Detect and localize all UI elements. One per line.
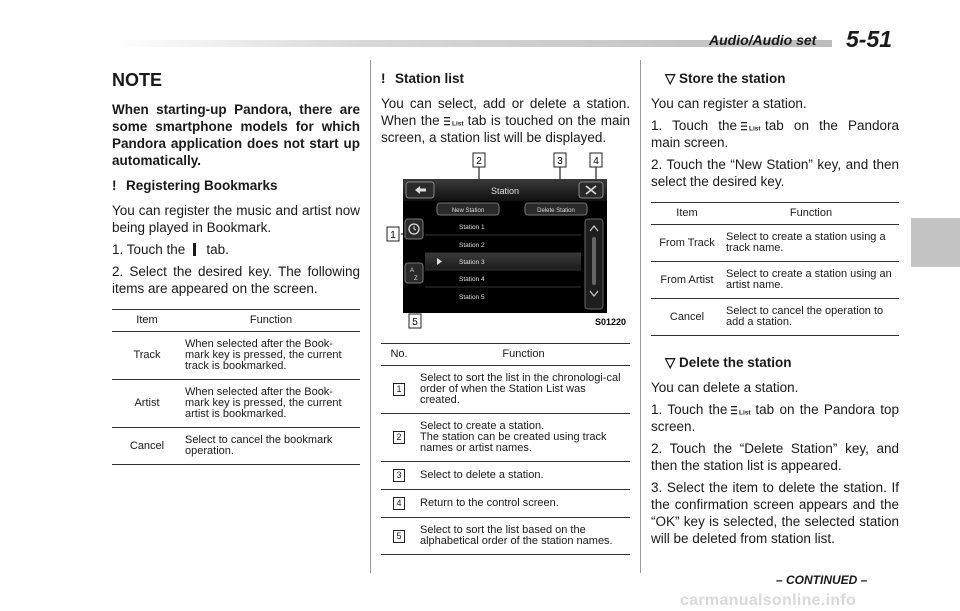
- column-middle: [381, 70, 630, 555]
- bookmarks-step-2: 2. Select the desired key. The following items are appeared on the screen.: [112, 264, 360, 296]
- station-item: Station 1: [459, 224, 485, 231]
- station-list-heading: ! Station list: [381, 71, 465, 86]
- station-list-intro: You can select, add or delete a station. When the List tab is touched on the main screen, a station list will be displayed.: [381, 96, 630, 145]
- bullet-marker: ▽: [665, 71, 676, 86]
- bookmark-items-table: [112, 309, 360, 465]
- table-row: 1 Select to sort the list in the chronologi-cal order of when the Station List was created.: [381, 366, 630, 414]
- bookmarks-intro: You can register the music and artist now being played in Bookmark.: [112, 203, 360, 235]
- bullet-marker: !: [112, 178, 117, 193]
- station-item: Station 5: [459, 294, 485, 301]
- svg-text:List: List: [739, 409, 751, 416]
- list-icon: [444, 116, 464, 127]
- station-list-screen-figure: [381, 151, 630, 331]
- column-divider: [640, 60, 641, 573]
- station-list-functions-table: [381, 343, 630, 555]
- new-station-key: New Station: [451, 208, 485, 214]
- callout-label: 5: [412, 317, 418, 328]
- screen-title: Station: [490, 186, 520, 196]
- delete-station-heading: ▽ Delete the station: [665, 355, 792, 370]
- delete-step-2: 2. Touch the “Delete Station” key, and then the station list is appeared.: [651, 441, 899, 473]
- station-item: Station 2: [459, 242, 485, 249]
- callout-label: 2: [476, 156, 482, 167]
- delete-station-key: Delete Station: [537, 208, 575, 214]
- svg-text:List: List: [749, 125, 761, 132]
- callout-label: 1: [390, 230, 396, 241]
- callout-label: 4: [593, 156, 599, 167]
- table-header: Item: [651, 203, 723, 225]
- table-row: 4 Return to the control screen.: [381, 490, 630, 518]
- list-icon: [731, 405, 751, 416]
- table-row: 5 Select to sort the list based on the alphabetical order of the station names.: [381, 518, 630, 555]
- note-heading: NOTE: [112, 70, 163, 90]
- store-step-2: 2. Touch the “New Station” key, and then select the desired key.: [651, 157, 899, 189]
- station-item: Station 4: [459, 276, 485, 283]
- number-box: 1: [393, 383, 405, 396]
- callout-label: 3: [557, 156, 563, 167]
- bookmarks-heading: ! Registering Bookmarks: [112, 178, 278, 193]
- watermark: carmanualsonline.info: [680, 592, 857, 609]
- store-step-1: 1. Touch the List tab on the Pandora main screen.: [651, 118, 899, 150]
- svg-text:List: List: [451, 120, 464, 127]
- store-intro: You can register a station.: [651, 96, 807, 111]
- note-text: When starting-up Pandora, there are some smartphone models for which Pandora application does not start up automatically.: [112, 102, 360, 168]
- bookmark-icon: [193, 243, 196, 256]
- table-row: From Track Select to create a station using a track name.: [651, 225, 899, 262]
- table-row: Track When selected after the Book-mark key is pressed, the current track is bookmarked.: [112, 332, 360, 380]
- station-item: Station 3: [459, 259, 485, 266]
- table-header: Function: [182, 310, 360, 332]
- table-header: Function: [723, 203, 899, 225]
- delete-step-1: 1. Touch the List tab on the Pandora top screen.: [651, 402, 899, 434]
- table-row: Cancel Select to cancel the bookmark operation.: [112, 428, 360, 465]
- screen-graphic: [403, 179, 607, 313]
- table-row: From Artist Select to create a station using an artist name.: [651, 262, 899, 299]
- continued-label: – CONTINUED –: [776, 573, 868, 587]
- table-header: No.: [381, 344, 417, 366]
- store-station-heading: ▽ Store the station: [665, 71, 786, 86]
- table-row: 2 Select to create a station. The station can be created using track names or artist names.: [381, 414, 630, 462]
- list-icon: [741, 121, 761, 132]
- store-station-table: [651, 202, 899, 336]
- table-header: Item: [112, 310, 182, 332]
- delete-step-3: 3. Select the item to delete the station. If the confirmation screen appears and the “OK” key is selected, the selected station will be deleted from station list.: [651, 480, 899, 546]
- number-box: 5: [393, 530, 405, 543]
- bullet-marker: !: [381, 71, 386, 86]
- table-row: Artist When selected after the Book-mark key is pressed, the current artist is bookmarked.: [112, 380, 360, 428]
- az-sort-icon: A: [410, 268, 415, 274]
- figure-code: S01220: [594, 317, 626, 327]
- station-list-screen: [403, 179, 607, 313]
- section-title: Audio/Audio set: [709, 32, 817, 48]
- bookmarks-step-1: 1. Touch the tab.: [112, 242, 229, 257]
- number-box: 4: [393, 497, 405, 510]
- column-left: [112, 70, 360, 465]
- table-row: 3 Select to delete a station.: [381, 462, 630, 490]
- chapter-thumb-tab: [911, 218, 960, 267]
- delete-intro: You can delete a station.: [651, 380, 799, 395]
- svg-text:Z: Z: [414, 276, 418, 282]
- bullet-marker: ▽: [665, 355, 676, 370]
- table-header: Function: [417, 344, 630, 366]
- number-box: 3: [393, 469, 405, 482]
- page-number: 5-51: [846, 26, 893, 52]
- scrollbar: [592, 237, 596, 285]
- column-right: [651, 70, 899, 552]
- column-divider: [370, 60, 371, 573]
- table-row: Cancel Select to cancel the operation to add a station.: [651, 299, 899, 336]
- number-box: 2: [393, 431, 405, 444]
